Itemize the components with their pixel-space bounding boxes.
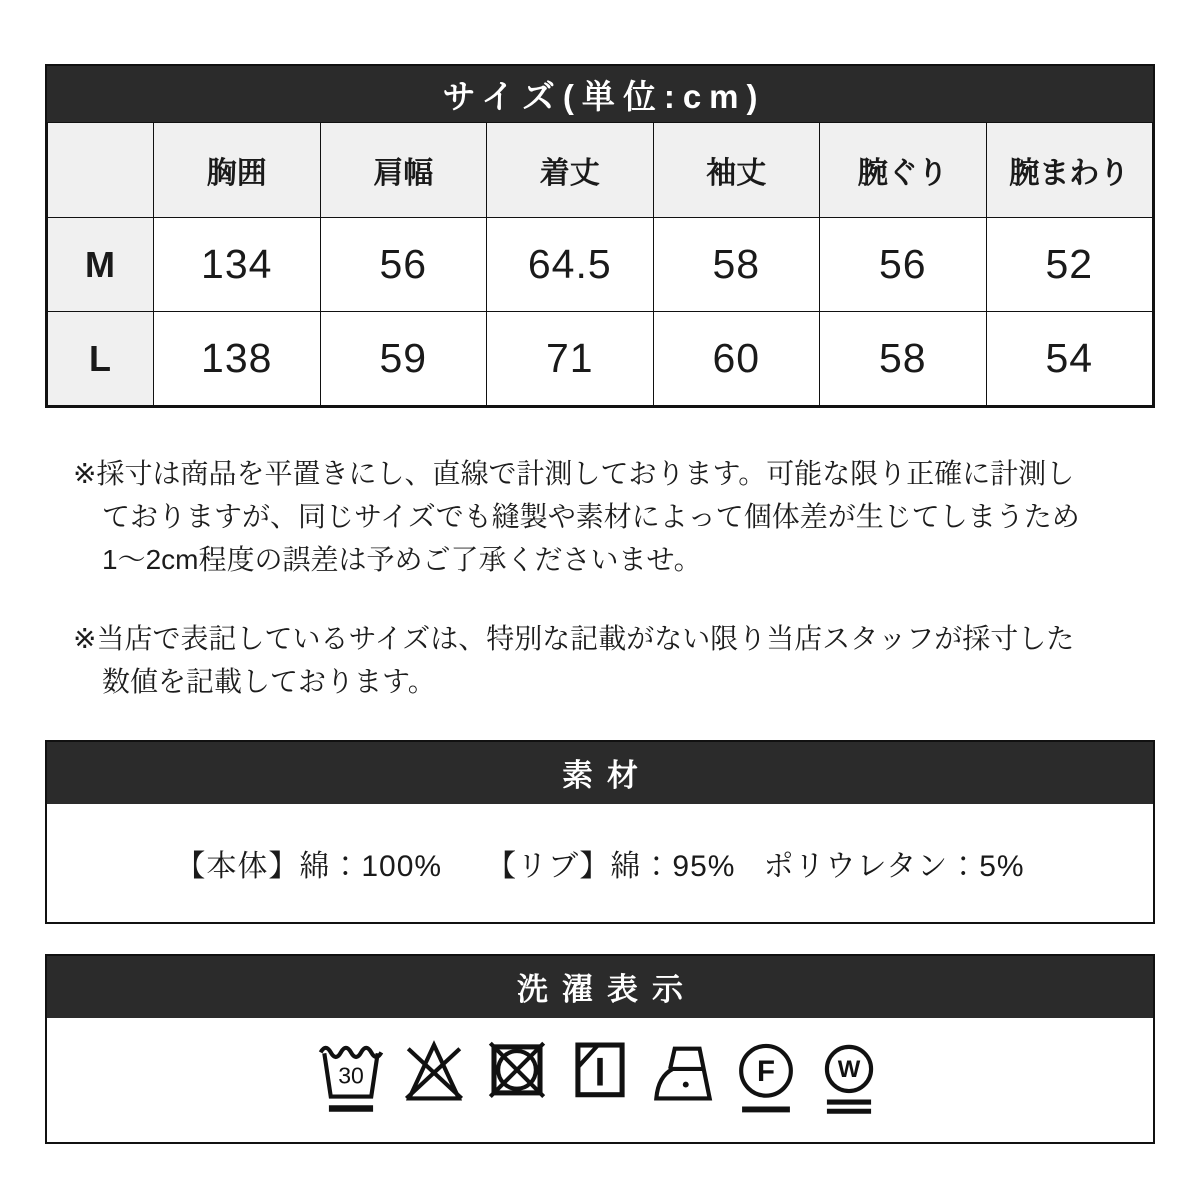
row-label-m: M xyxy=(48,218,154,312)
material-rib: 【リブ】綿：95% xyxy=(486,849,736,883)
column-header-length: 着丈 xyxy=(487,123,654,218)
size-value-cell: 52 xyxy=(986,218,1153,312)
size-value-cell: 60 xyxy=(653,312,820,406)
do-not-bleach-icon xyxy=(399,1034,469,1126)
table-row-m xyxy=(48,218,1153,312)
column-header-arm-circumference: 腕まわり xyxy=(986,123,1153,218)
care-section-title: 洗濯表示 xyxy=(47,956,1153,1018)
size-value-cell: 56 xyxy=(320,218,487,312)
size-value-cell: 64.5 xyxy=(487,218,654,312)
note-staff-measured: ※当店で表記しているサイズは、特別な記載がない限り当店スタッフが採寸した 数値を記載しております。 xyxy=(73,623,1075,698)
svg-text:30: 30 xyxy=(338,1062,364,1089)
size-value-cell: 71 xyxy=(487,312,654,406)
material-body: 【本体】綿：100% xyxy=(175,849,443,883)
size-table-section xyxy=(45,64,1155,408)
note-measurement-accuracy: ※採寸は商品を平置きにし、直線で計測しております。可能な限り正確に計測し ておりますが、同じサイズでも縫製や素材によって個体差が生じてしまうため 1〜2cm程度の誤差は予めご了承くださいませ。 xyxy=(73,458,1080,576)
size-value-cell: 134 xyxy=(154,218,321,312)
care-symbols-row xyxy=(47,1018,1153,1142)
dry-clean-F-icon xyxy=(731,1034,801,1126)
column-header-chest: 胸囲 xyxy=(154,123,321,218)
table-row-l xyxy=(48,312,1153,406)
corner-cell xyxy=(48,123,154,218)
size-value-cell: 54 xyxy=(986,312,1153,406)
size-value-cell: 58 xyxy=(820,312,987,406)
wash-30-icon xyxy=(316,1034,386,1126)
material-composition xyxy=(47,804,1153,922)
size-section-title: サイズ(単位:cm) xyxy=(47,66,1153,122)
do-not-tumble-dry-icon xyxy=(482,1034,552,1126)
measurement-notes xyxy=(73,452,1127,704)
column-header-sleeve: 袖丈 xyxy=(653,123,820,218)
svg-text:F: F xyxy=(757,1054,775,1088)
material-section xyxy=(45,740,1155,924)
size-table-header-row xyxy=(48,123,1153,218)
material-polyurethane: ポリウレタン：5% xyxy=(763,849,1025,883)
row-label-l: L xyxy=(48,312,154,406)
care-label-section xyxy=(45,954,1155,1144)
iron-low-heat-icon xyxy=(648,1034,718,1126)
material-section-title: 素材 xyxy=(47,742,1153,804)
size-value-cell: 58 xyxy=(653,218,820,312)
line-dry-in-shade-icon xyxy=(565,1034,635,1126)
svg-text:W: W xyxy=(837,1055,861,1083)
size-table xyxy=(47,122,1153,406)
column-header-armhole: 腕ぐり xyxy=(820,123,987,218)
size-value-cell: 59 xyxy=(320,312,487,406)
size-value-cell: 138 xyxy=(154,312,321,406)
column-header-shoulder: 肩幅 xyxy=(320,123,487,218)
size-value-cell: 56 xyxy=(820,218,987,312)
wet-clean-W-icon xyxy=(814,1034,884,1126)
